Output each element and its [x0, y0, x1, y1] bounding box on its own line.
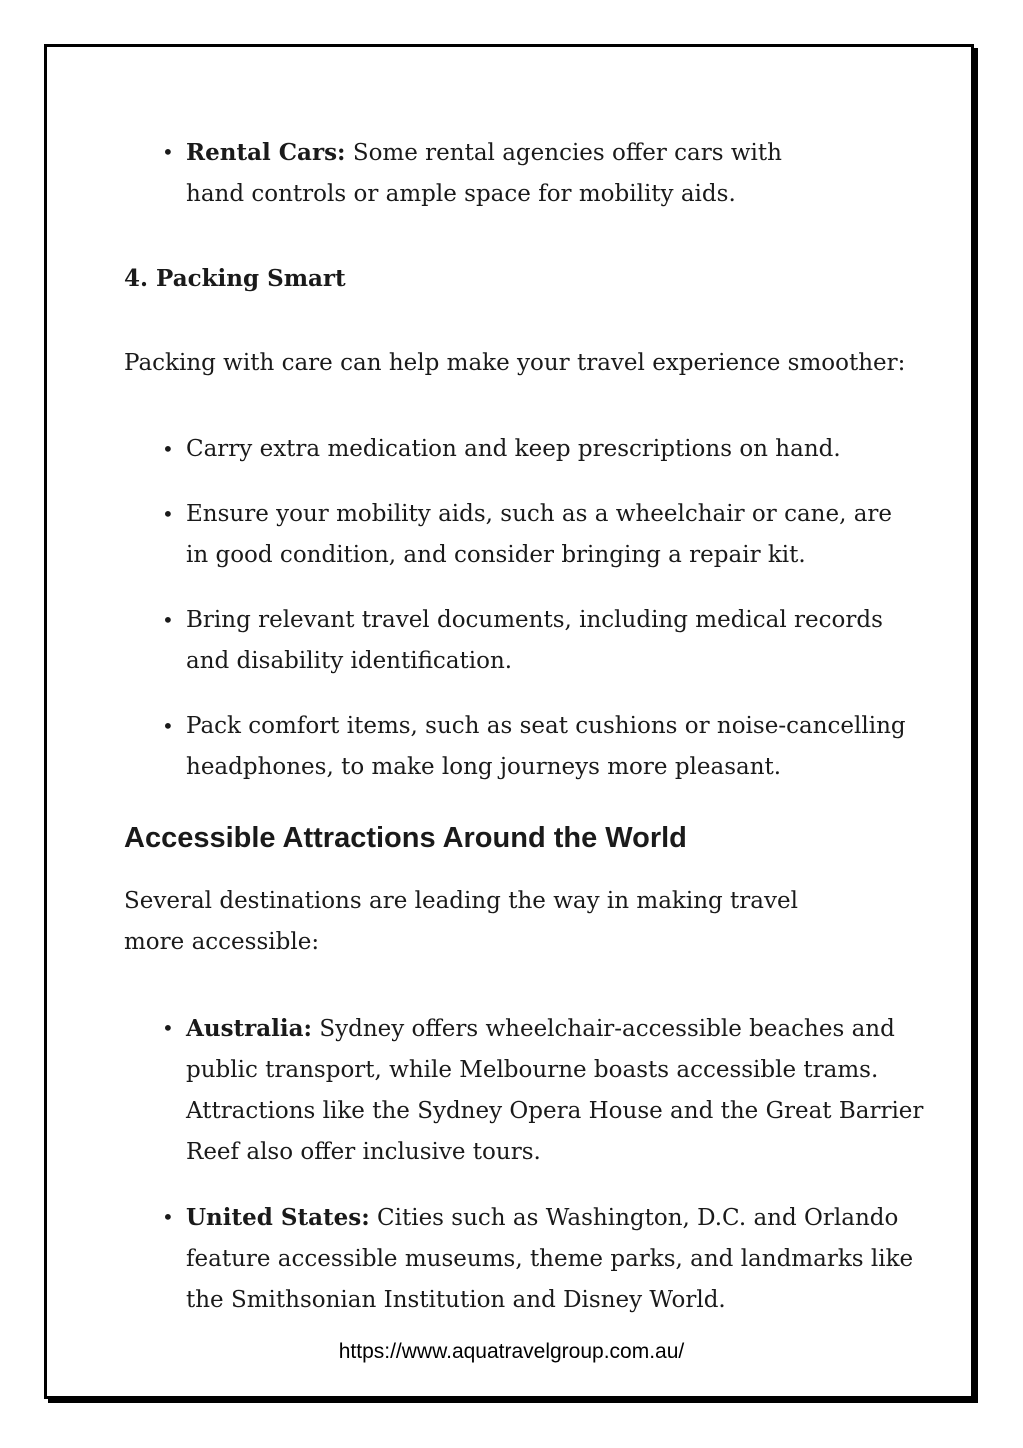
attractions-intro: Several destinations are leading the way in making travel more accessible: — [124, 888, 798, 955]
item-text: Ensure your mobility aids, such as a wheelchair or cane, are in good condition, and consider bringing a repair kit. — [186, 501, 893, 568]
bullet-icon: • — [162, 1016, 174, 1040]
list-item — [124, 494, 906, 576]
packing-list — [124, 429, 914, 788]
bullet-icon: • — [162, 714, 174, 738]
item-label: Australia: — [186, 1015, 313, 1042]
list-item — [124, 429, 946, 470]
item-text: Pack comfort items, such as seat cushions or noise-cancelling headphones, to make long journeys more pleasant. — [186, 713, 906, 780]
list-item — [124, 1008, 966, 1173]
item-text: Carry extra medication and keep prescriptions on hand. — [186, 436, 841, 462]
document-content — [124, 128, 924, 1321]
bullet-icon: • — [162, 1205, 174, 1229]
footer-url[interactable]: https://www.aquatravelgroup.com.au/ — [338, 1340, 685, 1363]
list-item — [124, 706, 906, 788]
bullet-icon: • — [162, 502, 174, 526]
section-heading-packing: 4. Packing Smart — [124, 265, 346, 292]
item-text: Sydney offers wheelchair-accessible beaches and public transport, while Melbourne boasts accessible trams. Attractions like the Sydney Opera House and the Great Barrier Reef also offer inclusive tours. — [186, 1016, 924, 1165]
section-heading-attractions: Accessible Attractions Around the World — [124, 822, 687, 854]
list-item — [124, 1197, 956, 1321]
attractions-list — [124, 1008, 924, 1321]
list-item — [124, 132, 836, 215]
list-item — [124, 600, 886, 682]
item-label: Rental Cars: — [186, 139, 346, 166]
item-label: United States: — [186, 1204, 370, 1231]
bullet-icon: • — [162, 140, 174, 164]
rental-list — [124, 132, 914, 215]
item-text: Some rental agencies offer cars with hand controls or ample space for mobility aids. — [186, 140, 782, 207]
item-text: Cities such as Washington, D.C. and Orlando feature accessible museums, theme parks, and landmarks like the Smithsonian Institution and Disney World. — [186, 1205, 914, 1313]
item-text: Bring relevant travel documents, including medical records and disability identification. — [186, 607, 883, 674]
bullet-icon: • — [162, 437, 174, 461]
packing-intro: Packing with care can help make your travel experience smoother: — [124, 350, 906, 376]
bullet-icon: • — [162, 608, 174, 632]
